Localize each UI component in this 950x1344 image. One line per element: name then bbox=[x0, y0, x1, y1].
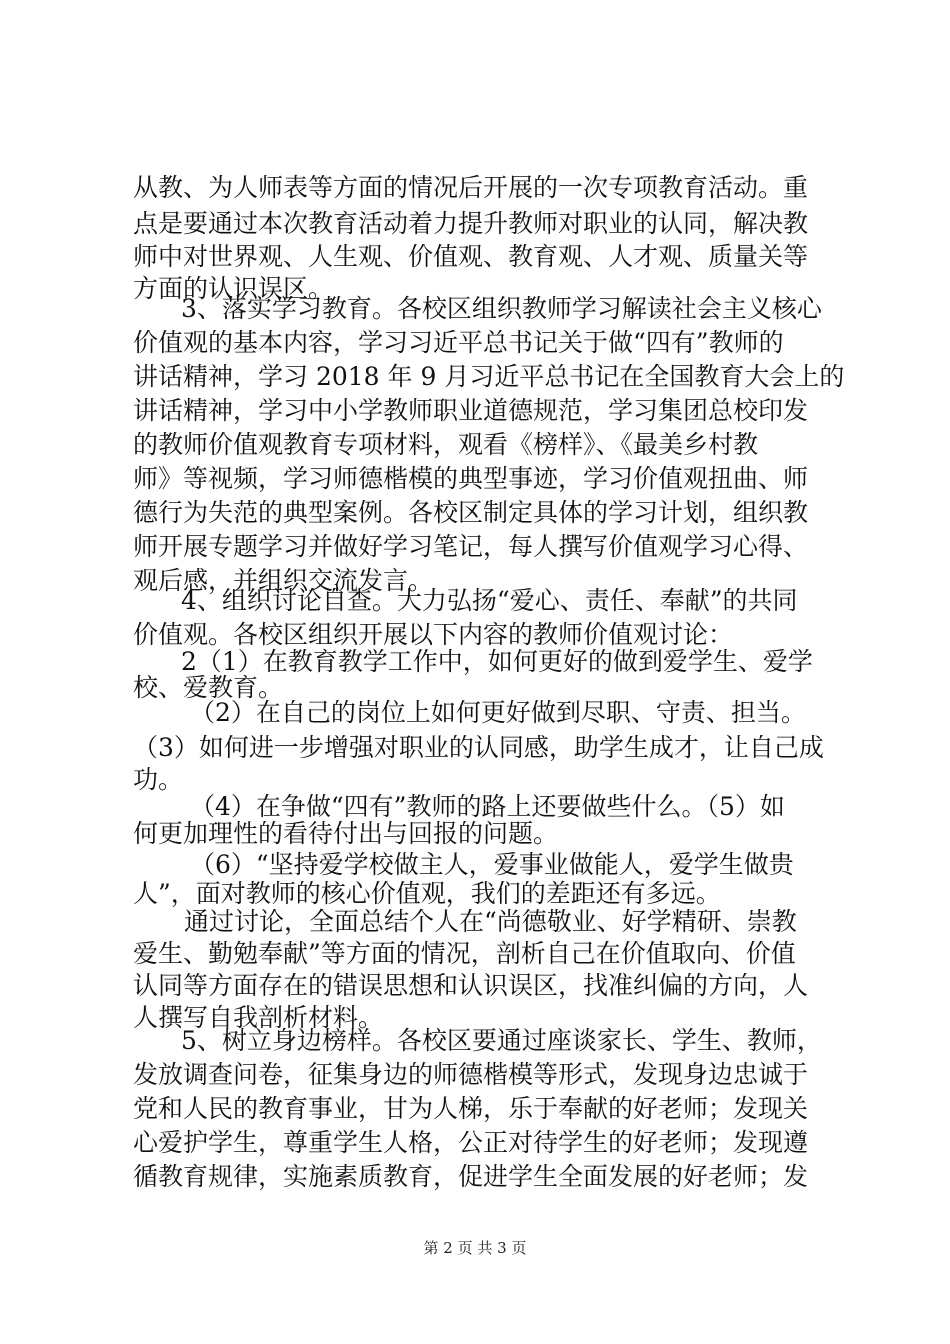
text-line: 通过讨论，全面总结个人在“尚德敬业、好学精研、崇教 bbox=[184, 907, 797, 936]
text-line: 发放调查问卷，征集身边的师德楷模等形式，发现身边忠诚于 bbox=[133, 1060, 809, 1089]
text-line: 方面的认识误区。 bbox=[133, 274, 334, 303]
text-line: （6）“坚持爱学校做主人，爱事业做能人，爱学生做贵 bbox=[190, 850, 794, 879]
text-line: 5、树立身边榜样。各校区要通过座谈家长、学生、教师， bbox=[181, 1026, 822, 1055]
text-line: 功。 bbox=[133, 765, 184, 794]
text-line: 从教、为人师表等方面的情况后开展的一次专项教育活动。重 bbox=[133, 173, 809, 202]
text-line: 价值观。各校区组织开展以下内容的教师价值观讨论： bbox=[133, 620, 734, 649]
page-number-footer: 第 2 页 共 3 页 bbox=[423, 1239, 527, 1257]
text-line: 的教师价值观教育专项材料，观看《榜样》、《最美乡村教 bbox=[133, 430, 759, 459]
text-line: （4）在争做“四有”教师的路上还要做些什么。（5）如 bbox=[190, 792, 785, 821]
text-line: 讲话精神，学习 2018 年 9 月习近平总书记在全国教育大会上的 bbox=[133, 362, 845, 391]
text-line: 何更加理性的看待付出与回报的问题。 bbox=[133, 819, 559, 848]
text-line: 德行为失范的典型案例。各校区制定具体的学习计划，组织教 bbox=[133, 498, 809, 527]
text-line: 人撰写自我剖析材料。 bbox=[133, 1003, 384, 1032]
text-line: 2（1）在教育教学工作中，如何更好的做到爱学生、爱学 bbox=[181, 647, 813, 676]
text-line: 观后感，并组织交流发言。 bbox=[133, 566, 434, 595]
text-line: 党和人民的教育事业，甘为人梯，乐于奉献的好老师；发现关 bbox=[133, 1094, 809, 1123]
text-line: 师》等视频，学习师德楷模的典型事迹，学习价值观扭曲、师 bbox=[133, 464, 809, 493]
text-line: 校、爱教育。 bbox=[133, 673, 284, 702]
text-line: 循教育规律，实施素质教育，促进学生全面发展的好老师；发 bbox=[133, 1162, 809, 1191]
text-line: 4、组织讨论自查。大力弘扬“爱心、责任、奉献”的共同 bbox=[181, 586, 798, 615]
text-line: 师中对世界观、人生观、价值观、教育观、人才观、质量关等 bbox=[133, 242, 809, 271]
text-line: 师开展专题学习并做好学习笔记，每人撰写价值观学习心得、 bbox=[133, 532, 809, 561]
text-line: 讲话精神，学习中小学教师职业道德规范，学习集团总校印发 bbox=[133, 396, 809, 425]
text-line: （2）在自己的岗位上如何更好做到尽职、守责、担当。 bbox=[190, 698, 806, 727]
text-line: 价值观的基本内容，学习习近平总书记关于做“四有”教师的 bbox=[133, 328, 784, 357]
text-line: 人”，面对教师的核心价值观，我们的差距还有多远。 bbox=[133, 879, 721, 908]
text-line: 爱生、勤勉奉献”等方面的情况，剖析自己在价值取向、价值 bbox=[133, 939, 796, 968]
text-line: 心爱护学生，尊重学生人格，公正对待学生的好老师；发现遵 bbox=[133, 1128, 809, 1157]
text-line: （3）如何进一步增强对职业的认同感，助学生成才，让自己成 bbox=[133, 733, 824, 762]
text-line: 点是要通过本次教育活动着力提升教师对职业的认同，解决教 bbox=[133, 209, 809, 238]
text-line: 3、落实学习教育。各校区组织教师学习解读社会主义核心 bbox=[181, 294, 822, 323]
text-line: 认同等方面存在的错误思想和认识误区，找准纠偏的方向，人 bbox=[133, 971, 809, 1000]
